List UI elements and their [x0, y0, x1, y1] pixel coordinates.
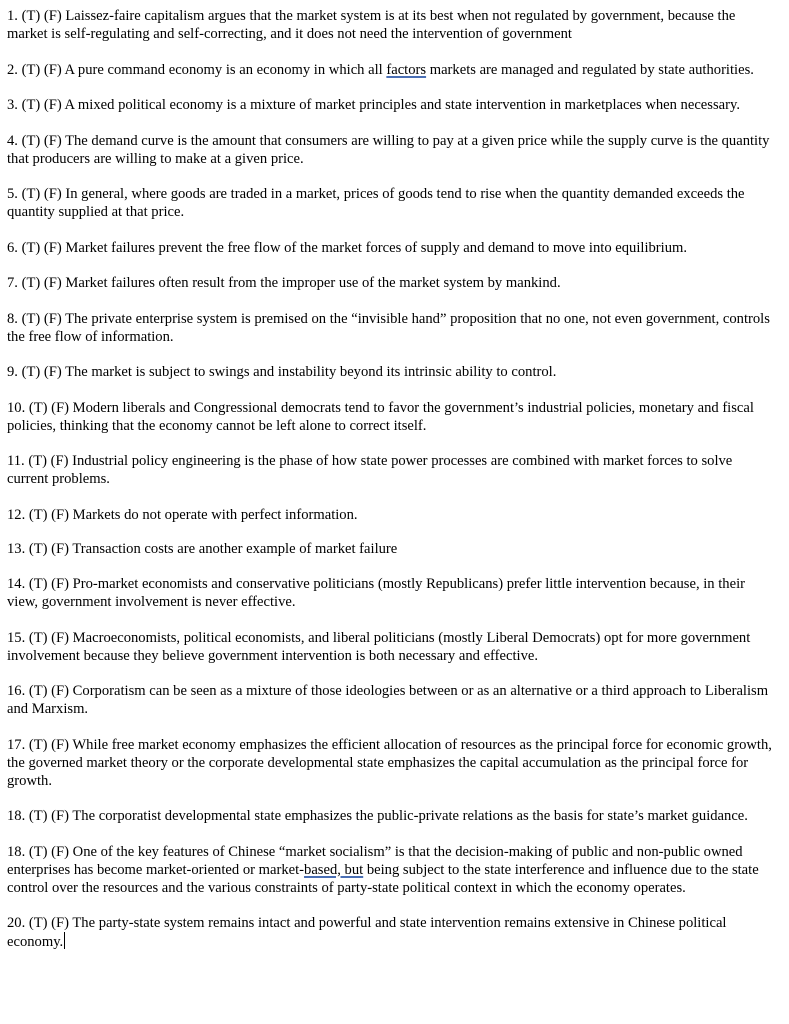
question-8: 8. (T) (F) The private enterprise system is premised on the “invisible hand” proposition that no one, not even government, controls the free flow of information.	[7, 310, 770, 345]
question-20-text: 20. (T) (F) The party-state system remains intact and powerful and state intervention remains extensive in Chinese political economy.	[7, 915, 727, 950]
question-2	[7, 61, 773, 79]
question-10: 10. (T) (F) Modern liberals and Congressional democrats tend to favor the government’s industrial policies, monetary and fiscal policies, thinking that the economy cannot be left alone to correct itself.	[7, 399, 754, 434]
question-6: 6. (T) (F) Market failures prevent the free flow of the market forces of supply and demand to move into equilibrium.	[7, 239, 688, 256]
question-7: 7. (T) (F) Market failures often result from the improper use of the market system by mankind.	[7, 275, 561, 291]
question-13: 13. (T) (F) Transaction costs are another example of market failure	[7, 540, 398, 557]
question-3: 3. (T) (F) A mixed political economy is a mixture of market principles and state intervention in marketplaces when necessary.	[7, 97, 740, 113]
grammar-flagged-word[interactable]: factors	[386, 61, 427, 78]
question-9: 9. (T) (F) The market is subject to swings and instability beyond its intrinsic ability to control.	[7, 364, 557, 380]
question-18b	[7, 843, 773, 897]
question-2-text-end: markets are managed and regulated by state authorities.	[426, 61, 754, 78]
question-20	[7, 914, 773, 951]
question-18a: 18. (T) (F) The corporatist developmental state emphasizes the public-private relations as the basis for state’s market guidance.	[7, 808, 748, 824]
grammar-flagged-phrase[interactable]: based, but	[304, 861, 364, 878]
question-1: 1. (T) (F) Laissez-faire capitalism argues that the market system is at its best when not regulated by government, because the market is self-regulating and self-correcting, and it does not need the intervention of government	[7, 8, 736, 42]
question-18b-text-end: being subject to the state interference and influence due to the state control over the resources and the various constraints of party-state political context in which the economy operates.	[7, 861, 759, 896]
question-17: 17. (T) (F) While free market economy emphasizes the efficient allocation of resources as the principal force for economic growth, the governed market theory or the corporate developmental state emphasizes the capital accumulation as the principal force for growth.	[7, 736, 772, 789]
question-15: 15. (T) (F) Macroeconomists, political economists, and liberal politicians (mostly Liberal Democrats) opt for more government involvement because they believe government intervention is both necessary and effective.	[7, 629, 751, 664]
question-11: 11. (T) (F) Industrial policy engineering is the phase of how state power processes are combined with market forces to solve current problems.	[7, 453, 733, 487]
question-16: 16. (T) (F) Corporatism can be seen as a mixture of those ideologies between or as an alternative or a third approach to Liberalism and Marxism.	[7, 683, 769, 717]
question-4: 4. (T) (F) The demand curve is the amount that consumers are willing to pay at a given price while the supply curve is the quantity that producers are willing to make at a given price.	[7, 132, 770, 167]
document-body[interactable]	[7, 7, 773, 969]
question-12: 12. (T) (F) Markets do not operate with perfect information.	[7, 506, 358, 523]
question-18b-text-start: 18. (T) (F) One of the key features of Chinese “market socialism” is that the decision-making of public and non-public owned enterprises has become market-oriented or market-	[7, 843, 743, 878]
question-2-text-start: 2. (T) (F) A pure command economy is an economy in which all	[7, 61, 387, 78]
question-14: 14. (T) (F) Pro-market economists and conservative politicians (mostly Republicans) prefer little intervention because, in their view, government involvement is never effective.	[7, 576, 745, 610]
question-5: 5. (T) (F) In general, where goods are traded in a market, prices of goods tend to rise when the quantity demanded exceeds the quantity supplied at that price.	[7, 186, 745, 220]
text-cursor	[64, 932, 65, 949]
